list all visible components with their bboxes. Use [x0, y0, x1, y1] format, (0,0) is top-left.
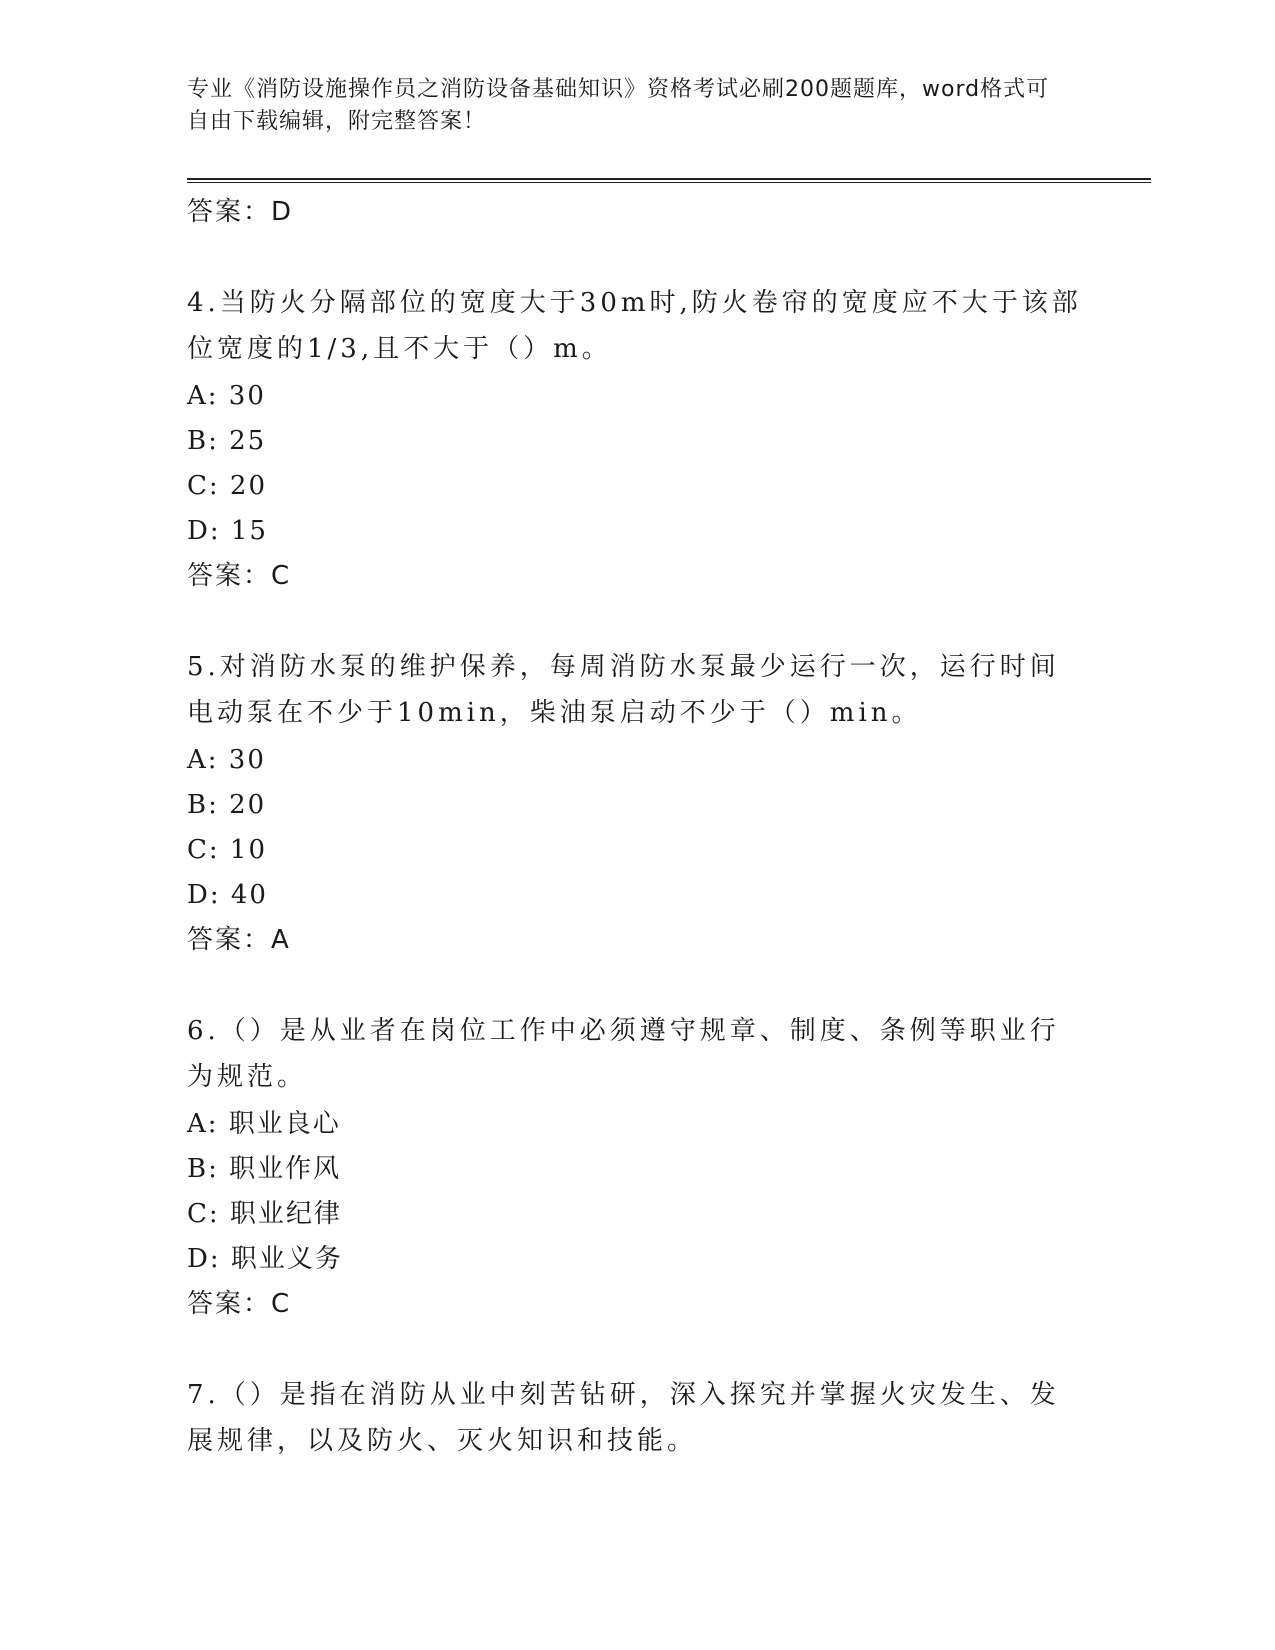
header-text: 专业《消防设施操作员之消防设备基础知识》资格考试必刷200题题库，word格式可自由下载编辑，附完整答案！ [187, 77, 1050, 134]
question-block [187, 280, 1087, 598]
answer-line: 答案：C [187, 561, 292, 591]
question-block [187, 1372, 1087, 1464]
option-b: B: 职业作风 [187, 1154, 342, 1184]
question-block [187, 1008, 1087, 1326]
document-body [187, 190, 1087, 1466]
option-c: C: 职业纪律 [187, 1199, 342, 1229]
question-text: 4.当防火分隔部位的宽度大于30m时,防火卷帘的宽度应不大于该部位宽度的1/3,且不大于（）m。 [187, 288, 1082, 364]
answer-line: 答案：C [187, 1289, 292, 1319]
question-text: 5.对消防水泵的维护保养，每周消防水泵最少运行一次，运行时间电动泵在不少于10min，柴油泵启动不少于（）min。 [187, 652, 1060, 728]
question-text: 7.（）是指在消防从业中刻苦钻研，深入探究并掌握火灾发生、发展规律，以及防火、灭火知识和技能。 [187, 1380, 1060, 1456]
answer-line: 答案：A [187, 925, 291, 955]
question-text: 6.（）是从业者在岗位工作中必须遵守规章、制度、条例等职业行为规范。 [187, 1016, 1060, 1092]
option-b: B: 20 [187, 790, 267, 820]
option-d: D: 15 [187, 516, 268, 546]
option-c: C: 10 [187, 835, 268, 865]
option-a: A: 30 [187, 745, 266, 775]
option-d: D: 职业义务 [187, 1244, 343, 1274]
option-a: A: 30 [187, 381, 266, 411]
page-header [187, 74, 1067, 138]
answer-line: 答案：D [187, 197, 294, 227]
header-divider [187, 178, 1151, 183]
option-d: D: 40 [187, 880, 268, 910]
option-b: B: 25 [187, 426, 267, 456]
option-c: C: 20 [187, 471, 268, 501]
question-block [187, 644, 1087, 962]
option-a: A: 职业良心 [187, 1109, 341, 1139]
